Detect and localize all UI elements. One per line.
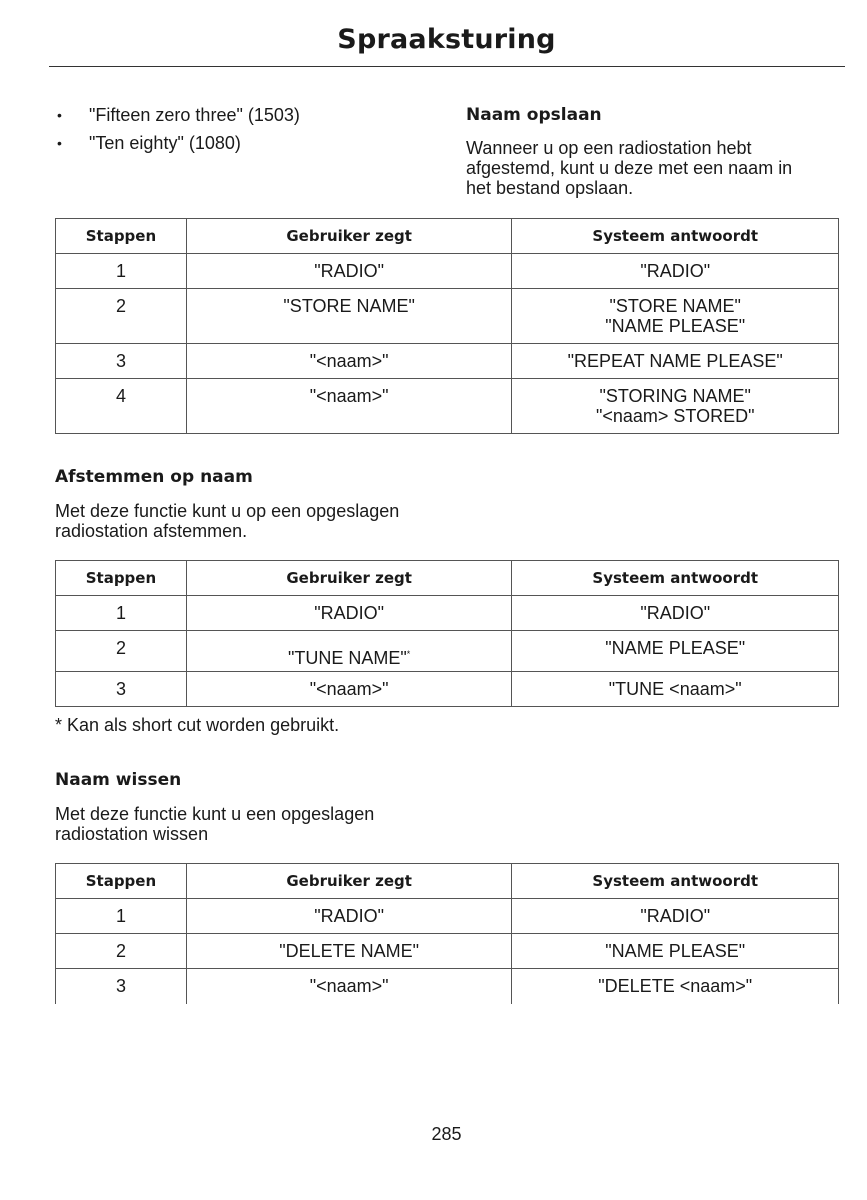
column-header-system: Systeem antwoordt [512,219,839,254]
system-cell: "RADIO" [512,254,839,289]
system-cell: "REPEAT NAME PLEASE" [512,344,839,379]
step-cell: 1 [56,899,187,934]
tune-table [55,560,839,707]
column-header-system: Systeem antwoordt [512,561,839,596]
system-line: "NAME PLEASE" [605,316,746,336]
list-item [55,132,435,160]
table-row [56,596,839,631]
text-line: Met deze functie kunt u een opgeslagen [55,804,375,824]
system-line: "STORE NAME" [609,296,741,316]
column-header-system: Systeem antwoordt [512,864,839,899]
table-header-row [56,561,839,596]
tune-heading: Afstemmen op naam [55,467,253,487]
step-cell: 3 [56,672,187,707]
system-cell: "DELETE <naam>" [512,969,839,1004]
step-cell: 2 [56,289,187,344]
step-cell: 4 [56,379,187,434]
user-cell: "<naam>" [186,344,512,379]
system-cell [512,379,839,434]
system-cell [512,289,839,344]
title-divider [49,66,845,67]
step-cell: 1 [56,254,187,289]
user-cell: "<naam>" [186,969,512,1004]
tune-text [55,501,455,541]
store-heading: Naam opslaan [466,105,602,125]
footnote: * Kan als short cut worden gebruikt. [55,715,340,735]
column-header-steps: Stappen [56,561,187,596]
text-line: afgestemd, kunt u deze met een naam in [466,158,793,178]
page-number: 285 [431,1124,462,1144]
user-text: "TUNE NAME" [288,648,407,668]
text-line: het bestand opslaan. [466,178,634,198]
table-row [56,631,839,672]
delete-text [55,804,455,844]
column-header-user: Gebruiker zegt [186,561,512,596]
table-row [56,344,839,379]
column-header-user: Gebruiker zegt [186,864,512,899]
text-line: Wanneer u op een radiostation hebt [466,138,752,158]
system-line: "<naam> STORED" [595,406,755,426]
store-table [55,218,839,434]
system-cell: "RADIO" [512,899,839,934]
bullet-text: "Fifteen zero three" (1503) [89,105,300,125]
column-header-steps: Stappen [56,219,187,254]
table-row [56,289,839,344]
bullet-icon: • [57,107,62,123]
text-line: radiostation afstemmen. [55,521,248,541]
user-cell: "<naam>" [186,672,512,707]
column-header-steps: Stappen [56,864,187,899]
store-text [466,138,846,198]
bullet-list [55,104,435,160]
table-row [56,672,839,707]
system-line: "STORING NAME" [599,386,751,406]
table-header-row [56,219,839,254]
user-cell: "STORE NAME" [186,289,512,344]
system-cell: "NAME PLEASE" [512,934,839,969]
system-cell: "RADIO" [512,596,839,631]
table-row [56,254,839,289]
list-item [55,104,435,132]
text-line: radiostation wissen [55,824,209,844]
user-cell: "<naam>" [186,379,512,434]
user-cell: "DELETE NAME" [186,934,512,969]
user-cell: "RADIO" [186,254,512,289]
step-cell: 2 [56,631,187,672]
delete-heading: Naam wissen [55,770,182,790]
system-cell: "NAME PLEASE" [512,631,839,672]
table-row [56,934,839,969]
step-cell: 3 [56,344,187,379]
step-cell: 1 [56,596,187,631]
text-line: Met deze functie kunt u op een opgeslagen [55,501,400,521]
bullet-icon: • [57,135,62,151]
table-row [56,969,839,1004]
table-header-row [56,864,839,899]
bullet-text: "Ten eighty" (1080) [89,133,241,153]
table-row [56,379,839,434]
table-row [56,899,839,934]
user-cell [186,631,512,672]
footnote-mark: * [406,649,411,659]
system-cell: "TUNE <naam>" [512,672,839,707]
delete-table [55,863,839,1004]
step-cell: 3 [56,969,187,1004]
page-title: Spraaksturing [337,24,556,55]
user-cell: "RADIO" [186,596,512,631]
column-header-user: Gebruiker zegt [186,219,512,254]
user-cell: "RADIO" [186,899,512,934]
step-cell: 2 [56,934,187,969]
